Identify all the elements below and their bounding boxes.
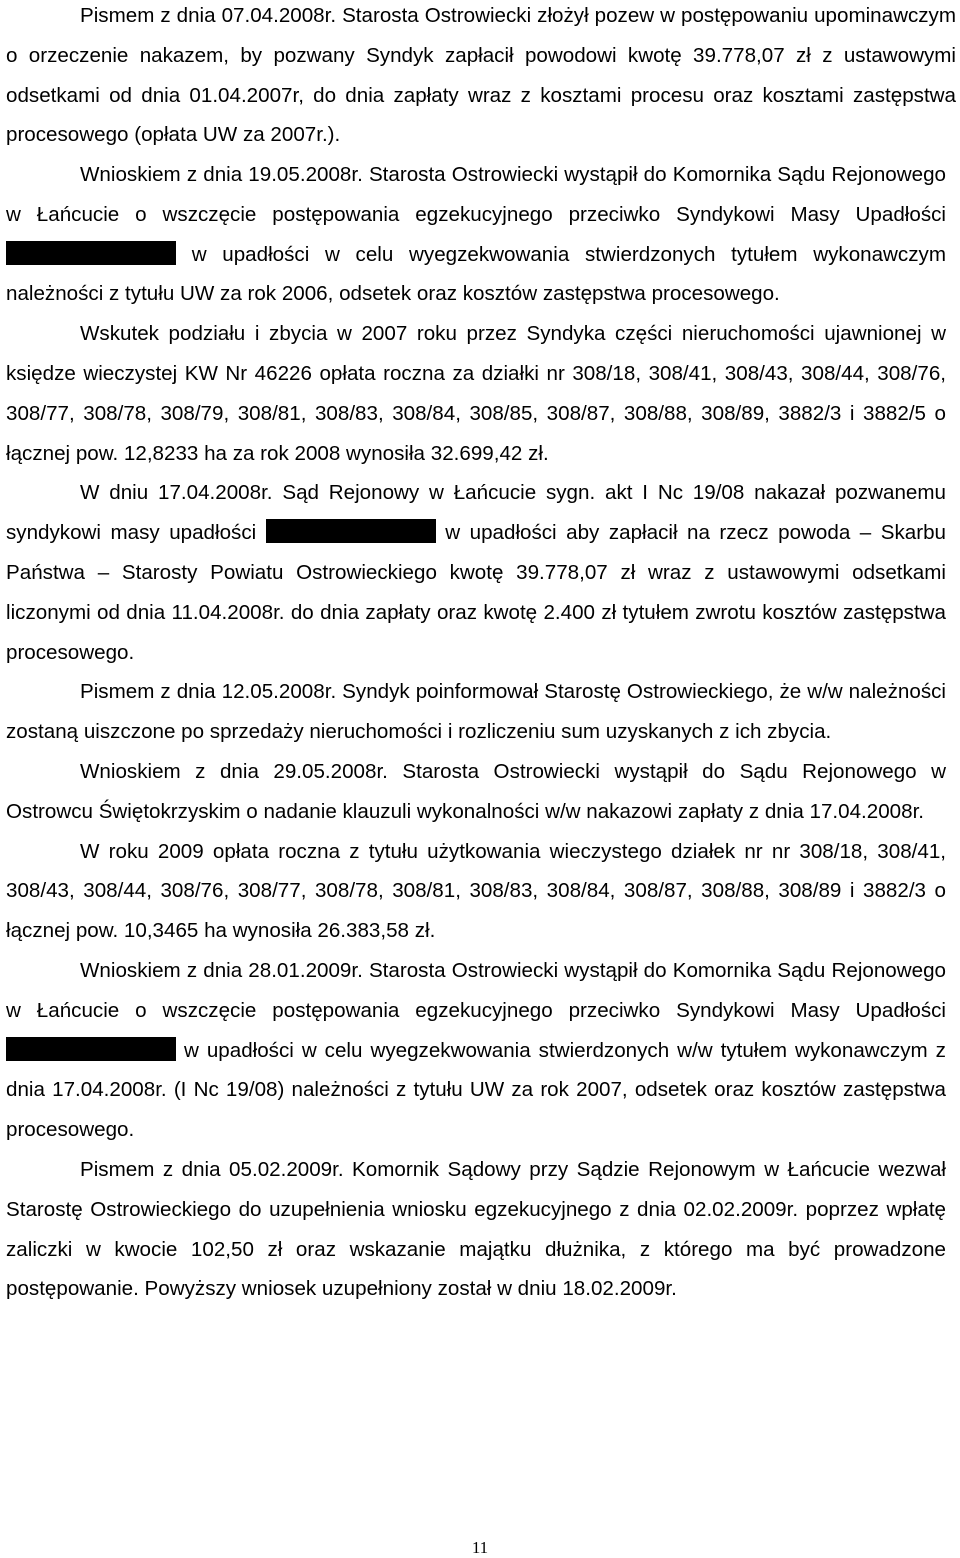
- paragraph-pismo-syndyka: [0, 672, 950, 752]
- paragraph-text: Pismem z dnia 12.05.2008r. Syndyk poinformował Starostę Ostrowieckiego, że w/w należności zostaną uiszczone po sprzedaży nieruchomości i rozliczeniu sum uzyskanych z ich zbycia.: [6, 680, 946, 744]
- paragraph-text: Pismem z dnia 05.02.2009r. Komornik Sądowy przy Sądzie Rejonowym w Łańcucie wezwał Starostę Ostrowieckiego do uzupełnienia wniosku egzekucyjnego z dnia 02.02.2009r. poprzez wpłatę zaliczki w kwocie 102,50 zł oraz wskazanie majątku dłużnika, z którego ma być prowadzone postępowanie. Powyższy wniosek uzupełniony został w dniu 18.02.2009r.: [6, 1157, 946, 1301]
- paragraph-oplata-2008: [0, 314, 950, 473]
- paragraph-nakaz-sadu: [0, 473, 950, 672]
- document-body: [0, 155, 950, 1309]
- paragraph-text: Pismem z dnia 07.04.2008r. Starosta Ostrowiecki złożył pozew w postępowaniu upominawczym o orzeczenie nakazem, by pozwany Syndyk zapłacił powodowi kwotę 39.778,07 zł z ustawowymi odsetkami od dnia 01.04.2007r, do dnia zapłaty wraz z kosztami procesu oraz kosztami zastępstwa procesowego (opłata UW za 2007r.).: [6, 4, 956, 147]
- page-number: 11: [471, 1538, 489, 1557]
- paragraph-text: Wskutek podziału i zbycia w 2007 roku przez Syndyka części nieruchomości ujawnionej w księdze wieczystej KW Nr 46226 opłata roczna za działki nr 308/18, 308/41, 308/43, 308/44, 308/76, 308/77, 308/78, 308/79, 308/81, 308/83, 308/84, 308/85, 308/87, 308/88, 308/89, 3882/3 i 3882/5 o łącznej pow. 12,8233 ha za rok 2008 wynosiła 32.699,42 zł.: [6, 322, 946, 465]
- paragraph-text: w upadłości aby zapłacił na rzecz powoda – Skarbu Państwa – Starosty Powiatu Ostrowieckiego kwotę 39.778,07 zł wraz z ustawowymi odsetkami liczonymi od dnia 11.04.2008r. do dnia zapłaty oraz kwotę 2.400 zł tytułem zwrotu kosztów zastępstwa procesowego.: [6, 521, 946, 664]
- redacted-name: [6, 241, 176, 265]
- paragraph-komornik: [0, 1150, 950, 1309]
- paragraph-text: W roku 2009 opłata roczna z tytułu użytkowania wieczystego działek nr nr 308/18, 308/41, 308/43, 308/44, 308/76, 308/77, 308/78, 308/81, 308/83, 308/84, 308/87, 308/88, 308/89 i 3882/3 o łącznej pow. 10,3465 ha wynosiła 26.383,58 zł.: [6, 839, 946, 943]
- paragraph-wniosek-2008: [0, 155, 950, 314]
- paragraph-oplata-2009: [0, 832, 950, 951]
- paragraph-text: Wnioskiem z dnia 19.05.2008r. Starosta Ostrowiecki wystąpił do Komornika Sądu Rejonowego w Łańcucie o wszczęcie postępowania egzekucyjnego przeciwko Syndykowi Masy Upadłości: [6, 163, 946, 226]
- paragraph-text: Wnioskiem z dnia 29.05.2008r. Starosta Ostrowiecki wystąpił do Sądu Rejonowego w Ostrowcu Świętokrzyskim o nadanie klauzuli wykonalności w/w nakazowi zapłaty z dnia 17.04.2008r.: [6, 759, 946, 823]
- paragraph-wniosek-2009: [0, 951, 950, 1150]
- redacted-name: [6, 1037, 176, 1061]
- paragraph-text: W dniu 17.04.2008r. Sąd Rejonowy w Łańcucie sygn. akt I Nc 19/08 nakazał pozwanemu syndykowi masy upadłości: [6, 481, 946, 545]
- paragraph-klauzula: [0, 752, 950, 832]
- paragraph-pozew: [0, 0, 960, 155]
- paragraph-text: w upadłości w celu wyegzekwowania stwierdzonych w/w tytułem wykonawczym z dnia 17.04.2008r. (I Nc 19/08) należności z tytułu UW za rok 2007, odsetek oraz kosztów zastępstwa procesowego.: [6, 1038, 946, 1142]
- redacted-name: [266, 519, 436, 543]
- paragraph-text: Wnioskiem z dnia 28.01.2009r. Starosta Ostrowiecki wystąpił do Komornika Sądu Rejonowego w Łańcucie o wszczęcie postępowania egzekucyjnego przeciwko Syndykowi Masy Upadłości: [6, 958, 946, 1022]
- paragraph-text: w upadłości w celu wyegzekwowania stwierdzonych tytułem wykonawczym należności z tytułu UW za rok 2006, odsetek oraz kosztów zastępstwa procesowego.: [6, 242, 946, 306]
